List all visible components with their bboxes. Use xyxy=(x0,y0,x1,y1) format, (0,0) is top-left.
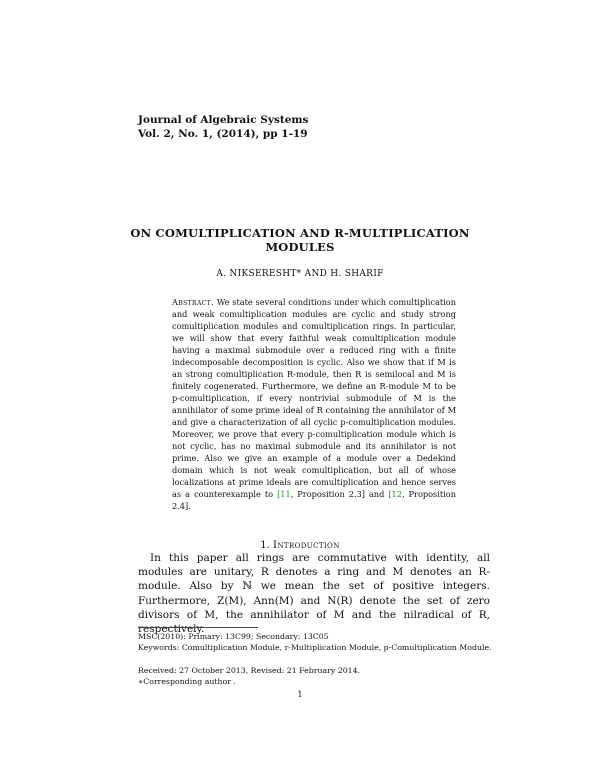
abstract-text-2: , Proposition 2.3] and xyxy=(290,489,389,499)
citation-link-11[interactable]: [11 xyxy=(277,489,291,499)
journal-volume: Vol. 2, No. 1, (2014), pp 1-19 xyxy=(138,128,308,140)
authors: A. NIKSERESHT* AND H. SHARIF xyxy=(216,269,384,279)
section-number: 1. xyxy=(260,540,270,551)
footnote-received: Received: 27 October 2013, Revised: 21 February 2014. xyxy=(138,666,361,675)
section-heading xyxy=(0,540,600,551)
abstract-text-1: We state several conditions under which comultiplication and weak comultiplication modules are cyclic and study strong comultiplication modules and comultiplication rings. In particular, we will show that every faithful weak comultiplication module having a maximal submodule over a reduced ring with a finite indecomposable decomposition is cyclic. Also we show that if M is an strong comultiplication R-module, then R is semilocal and M is finitely cogenerated. Furthermore, we define an R-module M to be p-comultiplication, if every nontrivial submodule of M is the annihilator of some prime ideal of R containing the annihilator of M and give a characterization of all cyclic p-comultiplication modules. Moreover, we prove that every p-comultiplication module which is not cyclic, has no maximal submodule and its annihilator is not prime. Also we give an example of a module over a Dedekind domain which is not weak comultiplication, but all of whose localizations at prime ideals are comultiplication and hence serves as a counterexample to xyxy=(172,297,456,499)
abstract xyxy=(172,296,456,512)
page-number: 1 xyxy=(297,690,303,700)
footnote-keywords: Keywords: Comultiplication Module, r-Multiplication Module, p-Comultiplication Module. xyxy=(138,643,492,652)
paper-title: ON COMULTIPLICATION AND R-MULTIPLICATION MODULES xyxy=(130,226,470,254)
abstract-text-3: , Proposition 2.4]. xyxy=(172,489,456,511)
introduction-paragraph: In this paper all rings are commutative with identity, all modules are unitary, R denotes a ring and M denotes an R-module. Also by ℕ we mean the set of positive integers. Furthermore, Z(M), Ann(M) and N(R) denote the set of zero divisors of M, the annihilator of M and the nilradical of R, respectively. xyxy=(138,552,490,636)
section-title: Introduction xyxy=(273,540,340,551)
footnote-rule xyxy=(138,627,258,628)
journal-header xyxy=(138,113,308,141)
footnote-msc: MSC(2010): Primary: 13C99; Secondary: 13C05 xyxy=(138,632,329,641)
footnote-corresponding: ∗Corresponding author . xyxy=(138,677,236,686)
citation-link-12[interactable]: [12 xyxy=(388,489,402,499)
journal-name: Journal of Algebraic Systems xyxy=(138,114,309,126)
abstract-heading: Abstract. xyxy=(172,297,215,307)
